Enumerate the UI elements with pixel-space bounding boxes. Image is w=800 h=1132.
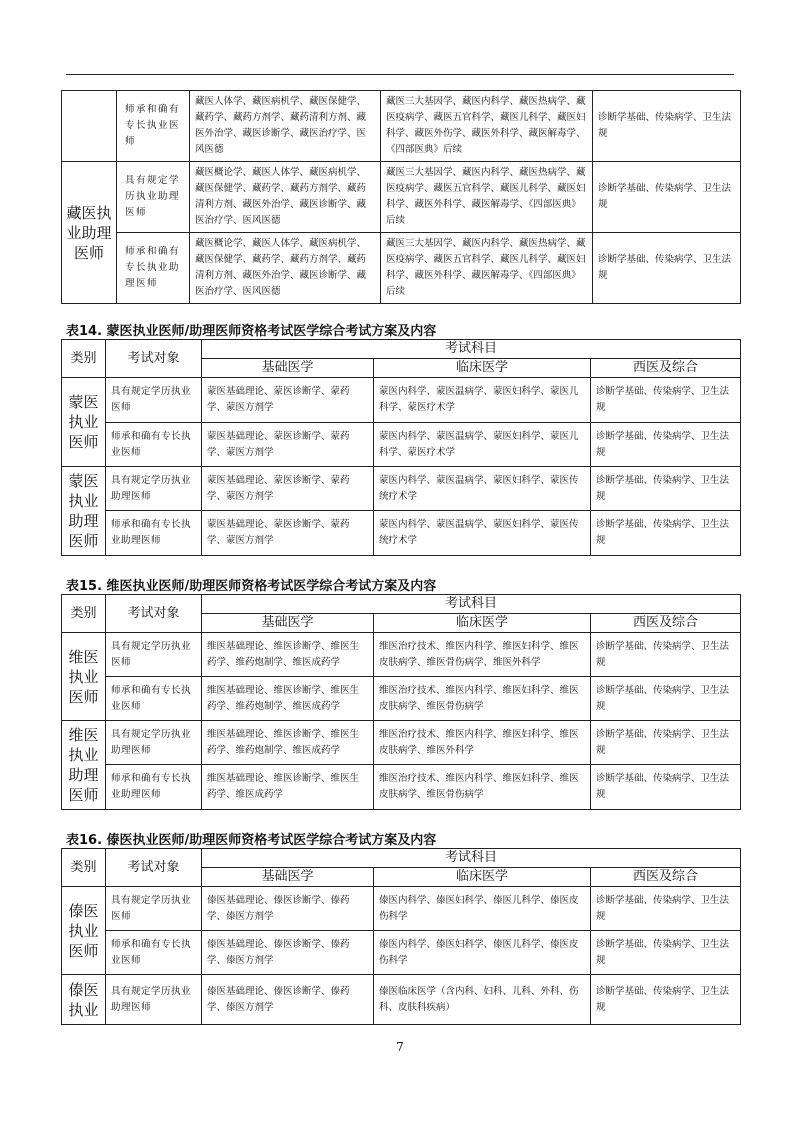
category-cell: 蒙医执业助理医师 xyxy=(62,467,106,556)
western-cell: 诊断学基础、传染病学、卫生法规 xyxy=(591,423,741,467)
clinical-medicine-cell: 藏医三大基因学、藏医内科学、藏医热病学、藏医疫病学、藏医五官科学、藏医儿科学、藏医妇科学、藏医外伤学、藏医外科学、藏医解毒学、《四部医典》后续 xyxy=(381,91,593,162)
basic-medicine-cell: 维医基础理论、维医诊断学、维医生药学、维医成药学 xyxy=(202,765,374,810)
western-cell: 诊断学基础、传染病学、卫生法规 xyxy=(591,765,741,810)
western-cell: 诊断学基础、传染病学、卫生法规 xyxy=(591,467,741,511)
basic-medicine-cell: 傣医基础理论、傣医诊断学、傣药学、傣医方剂学 xyxy=(202,931,374,975)
exam-object-cell: 师承和确有专长执业医师 xyxy=(106,423,202,467)
table-row xyxy=(62,931,741,975)
header-exam-object: 考试对象 xyxy=(106,595,202,633)
page-number: 7 xyxy=(396,1040,404,1054)
table-row xyxy=(62,91,741,162)
clinical-medicine-cell: 维医治疗技术、维医内科学、维医妇科学、维医皮肤病学、维医骨伤病学 xyxy=(374,765,591,810)
western-cell: 诊断学基础、传染病学、卫生法规 xyxy=(591,887,741,931)
table-row xyxy=(62,677,741,721)
exam-object-cell: 师承和确有专长执业助理医师 xyxy=(117,233,190,304)
table-14-title: 表14. 蒙医执业医师/助理医师资格考试医学综合考试方案及内容 xyxy=(66,324,437,339)
clinical-medicine-cell: 傣医内科学、傣医妇科学、傣医儿科学、傣医皮伤科学 xyxy=(374,887,591,931)
exam-object-cell: 具有规定学历执业助理医师 xyxy=(117,162,190,233)
clinical-medicine-cell: 蒙医内科学、蒙医温病学、蒙医妇科学、蒙医儿科学、蒙医疗术学 xyxy=(374,378,591,423)
table-13-continuation xyxy=(61,90,741,304)
category-cell: 维医执业助理医师 xyxy=(62,721,106,810)
western-cell: 诊断学基础、传染病学、卫生法规 xyxy=(591,633,741,677)
clinical-medicine-cell: 傣医临床医学（含内科、妇科、儿科、外科、伤科、皮肤科疾病） xyxy=(374,975,591,1025)
basic-medicine-cell: 蒙医基础理论、蒙医诊断学、蒙药学、蒙医方剂学 xyxy=(202,423,374,467)
header-basic: 基础医学 xyxy=(202,868,374,887)
western-cell: 诊断学基础、传染病学、卫生法规 xyxy=(593,233,741,304)
exam-object-cell: 具有规定学历执业医师 xyxy=(106,887,202,931)
clinical-medicine-cell: 蒙医内科学、蒙医温病学、蒙医妇科学、蒙医儿科学、蒙医疗术学 xyxy=(374,423,591,467)
header-western: 西医及综合 xyxy=(591,359,741,378)
basic-medicine-cell: 傣医基础理论、傣医诊断学、傣药学、傣医方剂学 xyxy=(202,975,374,1025)
category-cell: 维医执业医师 xyxy=(62,633,106,721)
header-clinical: 临床医学 xyxy=(374,614,591,633)
header-clinical: 临床医学 xyxy=(374,868,591,887)
western-cell: 诊断学基础、传染病学、卫生法规 xyxy=(593,91,741,162)
table-row xyxy=(62,378,741,423)
header-category: 类别 xyxy=(62,849,106,887)
western-cell: 诊断学基础、传染病学、卫生法规 xyxy=(591,677,741,721)
table-15-title: 表15. 维医执业医师/助理医师资格考试医学综合考试方案及内容 xyxy=(66,579,437,594)
header-exam-object: 考试对象 xyxy=(106,849,202,887)
western-cell: 诊断学基础、传染病学、卫生法规 xyxy=(591,511,741,556)
clinical-medicine-cell: 傣医内科学、傣医妇科学、傣医儿科学、傣医皮伤科学 xyxy=(374,931,591,975)
exam-object-cell: 师承和确有专长执业助理医师 xyxy=(106,765,202,810)
header-subjects: 考试科目 xyxy=(202,595,741,614)
header-category: 类别 xyxy=(62,595,106,633)
table-16 xyxy=(61,848,741,1025)
exam-object-cell: 师承和确有专长执业助理医师 xyxy=(106,511,202,556)
exam-object-cell: 具有规定学历执业助理医师 xyxy=(106,721,202,765)
header-western: 西医及综合 xyxy=(591,614,741,633)
basic-medicine-cell: 维医基础理论、维医诊断学、维医生药学、维药炮制学、维医成药学 xyxy=(202,633,374,677)
western-cell: 诊断学基础、传染病学、卫生法规 xyxy=(591,721,741,765)
category-cell: 蒙医执业医师 xyxy=(62,378,106,467)
basic-medicine-cell: 维医基础理论、维医诊断学、维医生药学、维药炮制学、维医成药学 xyxy=(202,677,374,721)
clinical-medicine-cell: 蒙医内科学、蒙医温病学、蒙医妇科学、蒙医传统疗术学 xyxy=(374,511,591,556)
clinical-medicine-cell: 维医治疗技术、维医内科学、维医妇科学、维医皮肤病学、维医骨伤病学 xyxy=(374,677,591,721)
table-row xyxy=(62,975,741,1025)
basic-medicine-cell: 蒙医基础理论、蒙医诊断学、蒙药学、蒙医方剂学 xyxy=(202,511,374,556)
category-cell: 傣医执业 xyxy=(62,975,106,1025)
table-16-title: 表16. 傣医执业医师/助理医师资格考试医学综合考试方案及内容 xyxy=(66,833,437,848)
table-row xyxy=(62,467,741,511)
table-15 xyxy=(61,594,741,810)
table-14 xyxy=(61,339,741,556)
exam-object-cell: 具有规定学历执业医师 xyxy=(106,378,202,423)
table-row xyxy=(62,511,741,556)
clinical-medicine-cell: 藏医三大基因学、藏医内科学、藏医热病学、藏医疫病学、藏医五官科学、藏医儿科学、藏医妇科学、藏医外科学、藏医解毒学、《四部医典》后续 xyxy=(381,162,593,233)
basic-medicine-cell: 藏医人体学、藏医病机学、藏医保健学、藏药学、藏药方剂学、藏药清利方剂、藏医外治学、藏医诊断学、藏医治疗学、医风医德 xyxy=(190,91,381,162)
header-subjects: 考试科目 xyxy=(202,849,741,868)
exam-object-cell: 具有规定学历执业助理医师 xyxy=(106,467,202,511)
header-rule xyxy=(66,74,734,75)
category-cell: 傣医执业医师 xyxy=(62,887,106,975)
basic-medicine-cell: 蒙医基础理论、蒙医诊断学、蒙药学、蒙医方剂学 xyxy=(202,467,374,511)
header-subjects: 考试科目 xyxy=(202,340,741,359)
basic-medicine-cell: 维医基础理论、维医诊断学、维医生药学、维药炮制学、维医成药学 xyxy=(202,721,374,765)
western-cell: 诊断学基础、传染病学、卫生法规 xyxy=(591,975,741,1025)
basic-medicine-cell: 傣医基础理论、傣医诊断学、傣药学、傣医方剂学 xyxy=(202,887,374,931)
header-basic: 基础医学 xyxy=(202,359,374,378)
category-cell-empty xyxy=(62,91,117,162)
western-cell: 诊断学基础、传染病学、卫生法规 xyxy=(591,931,741,975)
basic-medicine-cell: 藏医概论学、藏医人体学、藏医病机学、藏医保健学、藏药学、藏药方剂学、藏药清利方剂、藏医外治学、藏医诊断学、藏医治疗学、医风医德 xyxy=(190,233,381,304)
header-row xyxy=(62,595,741,614)
western-cell: 诊断学基础、传染病学、卫生法规 xyxy=(591,378,741,423)
exam-object-cell: 师承和确有专长执业医师 xyxy=(106,677,202,721)
exam-object-cell: 师承和确有专长执业医师 xyxy=(106,931,202,975)
western-cell: 诊断学基础、传染病学、卫生法规 xyxy=(593,162,741,233)
header-row xyxy=(62,340,741,359)
exam-object-cell: 具有规定学历执业医师 xyxy=(106,633,202,677)
header-category: 类别 xyxy=(62,340,106,378)
table-row xyxy=(62,765,741,810)
header-basic: 基础医学 xyxy=(202,614,374,633)
clinical-medicine-cell: 蒙医内科学、蒙医温病学、蒙医妇科学、蒙医传统疗术学 xyxy=(374,467,591,511)
header-exam-object: 考试对象 xyxy=(106,340,202,378)
basic-medicine-cell: 藏医概论学、藏医人体学、藏医病机学、藏医保健学、藏药学、藏药方剂学、藏药清利方剂、藏医外治学、藏医诊断学、藏医治疗学、医风医德 xyxy=(190,162,381,233)
table-row xyxy=(62,633,741,677)
exam-object-cell: 师承和确有专长执业医师 xyxy=(117,91,190,162)
header-western: 西医及综合 xyxy=(591,868,741,887)
clinical-medicine-cell: 维医治疗技术、维医内科学、维医妇科学、维医皮肤病学、维医外科学 xyxy=(374,721,591,765)
table-row xyxy=(62,887,741,931)
table-row xyxy=(62,721,741,765)
header-row xyxy=(62,849,741,868)
clinical-medicine-cell: 藏医三大基因学、藏医内科学、藏医热病学、藏医疫病学、藏医五官科学、藏医儿科学、藏医妇科学、藏医外科学、藏医解毒学、《四部医典》后续 xyxy=(381,233,593,304)
header-clinical: 临床医学 xyxy=(374,359,591,378)
basic-medicine-cell: 蒙医基础理论、蒙医诊断学、蒙药学、蒙医方剂学 xyxy=(202,378,374,423)
table-row xyxy=(62,423,741,467)
exam-object-cell: 具有规定学历执业助理医师 xyxy=(106,975,202,1025)
table-row xyxy=(62,162,741,233)
category-cell: 藏医执业助理医师 xyxy=(62,162,117,304)
clinical-medicine-cell: 维医治疗技术、维医内科学、维医妇科学、维医皮肤病学、维医骨伤病学、维医外科学 xyxy=(374,633,591,677)
table-row xyxy=(62,233,741,304)
